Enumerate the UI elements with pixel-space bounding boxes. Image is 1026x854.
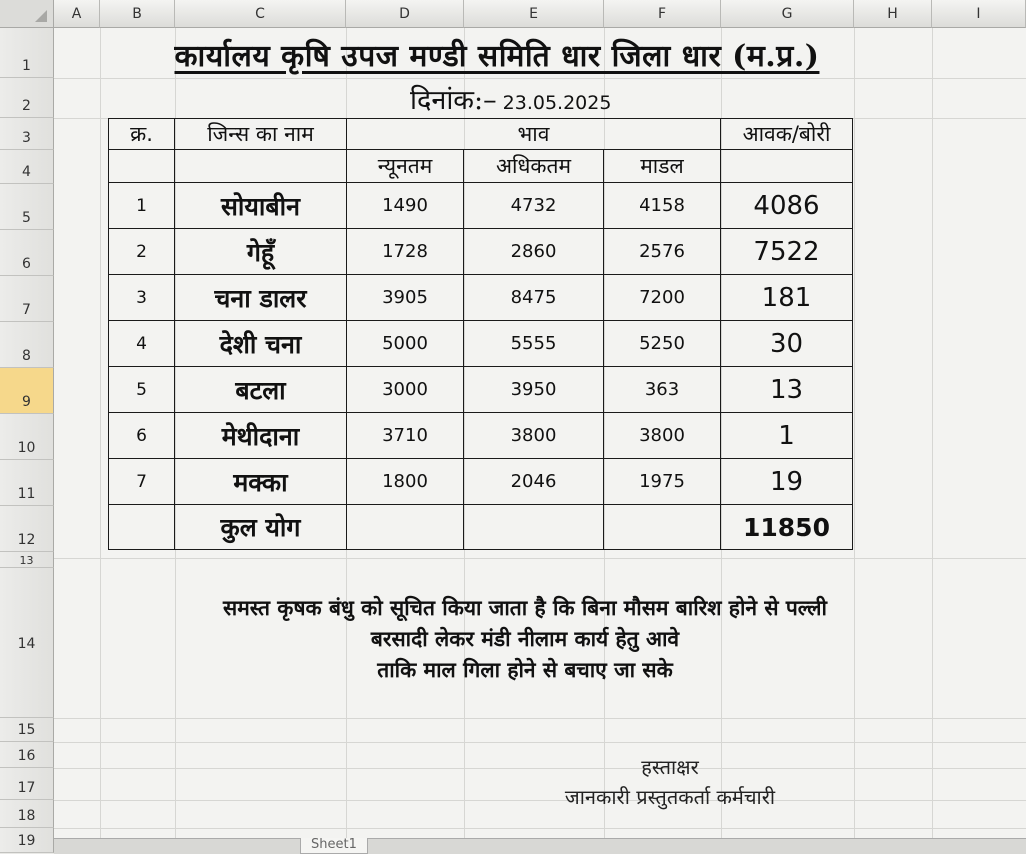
header-arrival-blank[interactable] — [721, 150, 853, 183]
row-header-11[interactable]: 11 — [0, 460, 54, 506]
column-header-f[interactable]: F — [604, 0, 721, 28]
total-row — [109, 505, 853, 550]
signatory-label: जानकारी प्रस्तुतकर्ता कर्मचारी — [564, 785, 776, 809]
cell-min[interactable]: 5000 — [347, 321, 464, 367]
table-row — [109, 183, 853, 229]
header-max[interactable]: अधिकतम — [464, 150, 604, 183]
column-header-g[interactable]: G — [721, 0, 854, 28]
cell-arrival[interactable]: 13 — [721, 367, 853, 413]
cell-max[interactable]: 5555 — [464, 321, 604, 367]
cell-min[interactable]: 1800 — [347, 459, 464, 505]
table-header-row — [109, 119, 853, 150]
select-all-corner[interactable] — [0, 0, 54, 28]
cell-serial[interactable]: 7 — [109, 459, 175, 505]
cell-arrival[interactable]: 19 — [721, 459, 853, 505]
row-header-3[interactable]: 3 — [0, 118, 54, 150]
cell-serial[interactable]: 6 — [109, 413, 175, 459]
row-header-6[interactable]: 6 — [0, 230, 54, 276]
row-header-1[interactable]: 1 — [0, 28, 54, 78]
table-row — [109, 321, 853, 367]
cell-serial[interactable]: 2 — [109, 229, 175, 275]
farmer-notice[interactable] — [110, 592, 940, 685]
cell-serial[interactable]: 5 — [109, 367, 175, 413]
row-header-8[interactable]: 8 — [0, 322, 54, 368]
column-header-d[interactable]: D — [346, 0, 464, 28]
signature-label: हस्ताक्षर — [641, 755, 699, 779]
total-max-blank[interactable] — [464, 505, 604, 550]
row-header-14[interactable]: 14 — [0, 568, 54, 718]
cell-model[interactable]: 4158 — [604, 183, 721, 229]
cell-min[interactable]: 1728 — [347, 229, 464, 275]
cell-serial[interactable]: 1 — [109, 183, 175, 229]
total-min-blank[interactable] — [347, 505, 464, 550]
table-subheader-row — [109, 150, 853, 183]
cell-max[interactable]: 4732 — [464, 183, 604, 229]
cell-model[interactable]: 1975 — [604, 459, 721, 505]
column-header-h[interactable]: H — [854, 0, 932, 28]
cell-arrival[interactable]: 7522 — [721, 229, 853, 275]
cell-max[interactable]: 3950 — [464, 367, 604, 413]
row-header-10[interactable]: 10 — [0, 414, 54, 460]
cell-arrival[interactable]: 30 — [721, 321, 853, 367]
header-serial-blank[interactable] — [109, 150, 175, 183]
cell-model[interactable]: 5250 — [604, 321, 721, 367]
total-serial-blank[interactable] — [109, 505, 175, 550]
cell-serial[interactable]: 4 — [109, 321, 175, 367]
table-row — [109, 367, 853, 413]
row-header-5[interactable]: 5 — [0, 184, 54, 230]
column-header-e[interactable]: E — [464, 0, 604, 28]
cell-max[interactable]: 3800 — [464, 413, 604, 459]
cell-max[interactable]: 2860 — [464, 229, 604, 275]
row-header-4[interactable]: 4 — [0, 150, 54, 184]
cell-crop[interactable]: मेथीदाना — [175, 413, 347, 459]
header-model[interactable]: माडल — [604, 150, 721, 183]
row-header-18[interactable]: 18 — [0, 800, 54, 828]
cell-arrival[interactable]: 4086 — [721, 183, 853, 229]
table-row — [109, 413, 853, 459]
header-min[interactable]: न्यूनतम — [347, 150, 464, 183]
cell-max[interactable]: 2046 — [464, 459, 604, 505]
cell-model[interactable]: 3800 — [604, 413, 721, 459]
cell-max[interactable]: 8475 — [464, 275, 604, 321]
sheet-tab-strip — [54, 838, 1026, 854]
column-header-a[interactable]: A — [54, 0, 100, 28]
header-price[interactable]: भाव — [347, 119, 721, 150]
office-title[interactable]: कार्यालय कृषि उपज मण्डी समिति धार जिला धार (म.प्र.) — [174, 39, 820, 74]
table-row — [109, 275, 853, 321]
row-header-17[interactable]: 17 — [0, 768, 54, 800]
total-value[interactable]: 11850 — [721, 505, 853, 550]
date-line[interactable] — [410, 80, 611, 116]
cell-crop[interactable]: चना डालर — [175, 275, 347, 321]
table-row — [109, 459, 853, 505]
row-header-12[interactable]: 12 — [0, 506, 54, 552]
header-crop[interactable]: जिन्स का नाम — [175, 119, 347, 150]
signature-block[interactable] — [520, 752, 820, 812]
sheet-tab[interactable]: Sheet1 — [300, 838, 368, 854]
total-label[interactable]: कुल योग — [175, 505, 347, 550]
notice-line: ताकि माल गिला होने से बचाए जा सके — [377, 657, 673, 682]
column-header-i[interactable]: I — [932, 0, 1026, 28]
row-header-9[interactable]: 9 — [0, 368, 54, 414]
row-header-15[interactable]: 15 — [0, 718, 54, 742]
cell-crop[interactable]: मक्का — [175, 459, 347, 505]
notice-line: बरसादी लेकर मंडी नीलाम कार्य हेतु आवे — [370, 626, 680, 651]
cell-crop[interactable]: बटला — [175, 367, 347, 413]
cell-arrival[interactable]: 1 — [721, 413, 853, 459]
cell-min[interactable]: 3710 — [347, 413, 464, 459]
total-model-blank[interactable] — [604, 505, 721, 550]
row-header-7[interactable]: 7 — [0, 276, 54, 322]
cell-crop[interactable]: सोयाबीन — [175, 183, 347, 229]
row-header-16[interactable]: 16 — [0, 742, 54, 768]
cell-min[interactable]: 1490 — [347, 183, 464, 229]
column-header-b[interactable]: B — [100, 0, 175, 28]
cell-crop[interactable]: देशी चना — [175, 321, 347, 367]
cell-arrival[interactable]: 181 — [721, 275, 853, 321]
row-header-2[interactable]: 2 — [0, 78, 54, 118]
cell-min[interactable]: 3905 — [347, 275, 464, 321]
notice-line: समस्त कृषक बंधु को सूचित किया जाता है कि बिना मौसम बारिश होने से पल्ली — [223, 595, 827, 620]
cell-model[interactable]: 363 — [604, 367, 721, 413]
table-row — [109, 229, 853, 275]
row-header-13[interactable]: 13 — [0, 552, 54, 568]
header-arrival[interactable]: आवक/बोरी — [721, 119, 853, 150]
cell-min[interactable]: 3000 — [347, 367, 464, 413]
cell-serial[interactable]: 3 — [109, 275, 175, 321]
cell-model[interactable]: 7200 — [604, 275, 721, 321]
row-header-19[interactable]: 19 — [0, 828, 54, 853]
cell-model[interactable]: 2576 — [604, 229, 721, 275]
header-crop-blank[interactable] — [175, 150, 347, 183]
column-header-c[interactable]: C — [175, 0, 346, 28]
mandi-rate-table — [108, 118, 853, 550]
header-serial[interactable]: क्र. — [109, 119, 175, 150]
date-label: दिनांक:– — [410, 85, 497, 116]
cell-crop[interactable]: गेहूँ — [175, 229, 347, 275]
date-value: 23.05.2025 — [502, 92, 612, 114]
